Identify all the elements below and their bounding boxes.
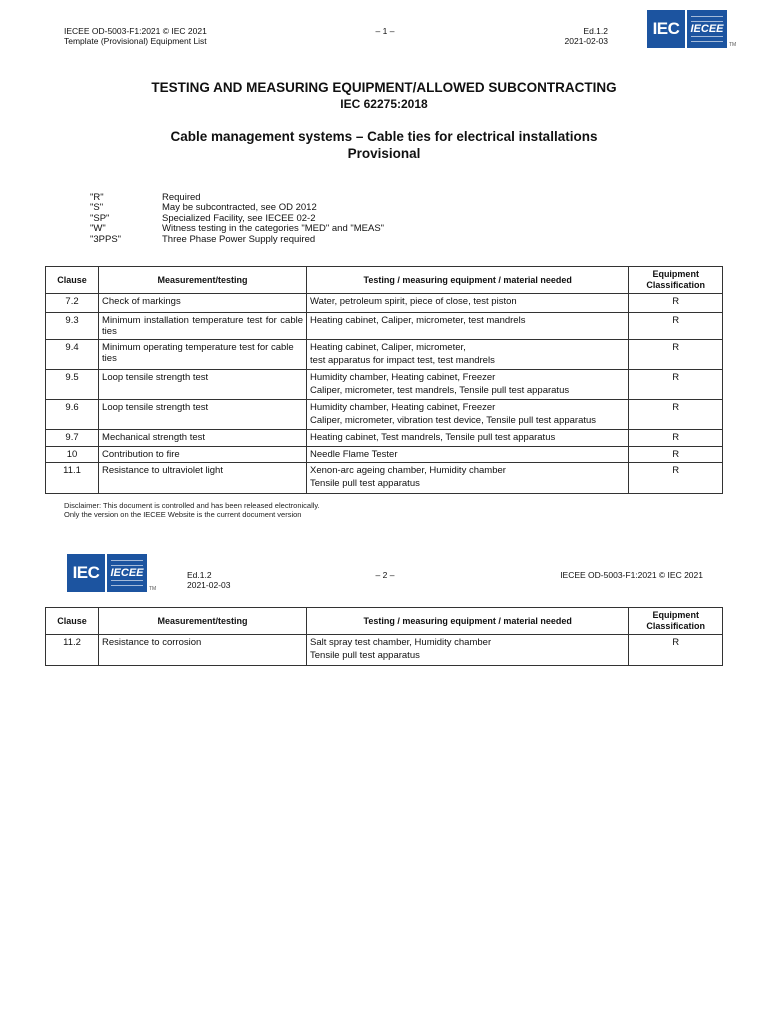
table-row (46, 340, 723, 370)
document-subtitle (0, 128, 768, 162)
legend-item: "R" Required (90, 192, 201, 203)
classification-cell: R (629, 463, 723, 494)
clause-cell: 10 (46, 447, 99, 463)
table-row (46, 463, 723, 494)
iecee-logo-icon: IECEE (687, 10, 727, 48)
clause-cell: 11.2 (46, 635, 99, 666)
disclaimer-line-2: Only the version on the IECEE Website is the current document version (64, 510, 302, 519)
equipment-table (45, 266, 723, 494)
measurement-cell: Minimum operating temperature test for cable ties (99, 340, 307, 370)
equipment-table-page2 (45, 607, 723, 666)
trademark: TM (729, 42, 737, 48)
page1-header-right (548, 26, 608, 46)
header-classification: Equipment Classification (629, 608, 723, 635)
clause-cell: 9.6 (46, 400, 99, 430)
equipment-cell: Humidity chamber, Heating cabinet, Freezer Caliper, micrometer, test mandrels, Tensile pull test apparatus (307, 370, 629, 400)
subtitle-line-2: Provisional (347, 146, 421, 161)
iec-iecee-logo-page2 (67, 554, 156, 592)
measurement-cell: Minimum installation temperature test for cable ties (99, 313, 307, 340)
header-clause: Clause (46, 267, 99, 294)
measurement-cell: Check of markings (99, 294, 307, 313)
iec-iecee-logo (647, 10, 736, 48)
trademark: TM (149, 586, 157, 592)
measurement-cell: Loop tensile strength test (99, 400, 307, 430)
clause-cell: 9.7 (46, 430, 99, 447)
equipment-cell: Heating cabinet, Test mandrels, Tensile pull test apparatus (307, 430, 629, 447)
table-row (46, 447, 723, 463)
table-header-row (46, 267, 723, 294)
measurement-cell: Loop tensile strength test (99, 370, 307, 400)
clause-cell: 9.4 (46, 340, 99, 370)
iecee-logo-icon: IECEE (107, 554, 147, 592)
measurement-cell: Contribution to fire (99, 447, 307, 463)
equipment-cell: Heating cabinet, Caliper, micrometer, test apparatus for impact test, test mandrels (307, 340, 629, 370)
doc-id: IECEE OD-5003-F1:2021 © IEC 2021 (64, 26, 207, 36)
equipment-cell: Needle Flame Tester (307, 447, 629, 463)
doc-type: Template (Provisional) Equipment List (64, 36, 207, 46)
header-equipment: Testing / measuring equipment / material needed (307, 608, 629, 635)
edition: Ed.1.2 (187, 570, 212, 580)
classification-cell: R (629, 400, 723, 430)
measurement-cell: Resistance to corrosion (99, 635, 307, 666)
table-row (46, 313, 723, 340)
legend-item: "SP" Specialized Facility, see IECEE 02-2 (90, 212, 316, 224)
page2-doc-id: IECEE OD-5003-F1:2021 © IEC 2021 (560, 570, 703, 580)
iec-logo-icon: IEC (67, 554, 105, 592)
page-title: TESTING AND MEASURING EQUIPMENT/ALLOWED SUBCONTRACTING (151, 80, 617, 95)
table-row (46, 400, 723, 430)
page2-page-number: – 2 – (375, 570, 395, 580)
table-row (46, 370, 723, 400)
table-row (46, 294, 723, 313)
header-measurement: Measurement/testing (99, 608, 307, 635)
header-clause: Clause (46, 608, 99, 635)
classification-cell: R (629, 430, 723, 447)
standard-number: IEC 62275:2018 (340, 97, 428, 111)
classification-cell: R (629, 294, 723, 313)
classification-legend (90, 193, 384, 245)
equipment-cell: Salt spray test chamber, Humidity chamber Tensile pull test apparatus (307, 635, 629, 666)
measurement-cell: Mechanical strength test (99, 430, 307, 447)
equipment-cell: Water, petroleum spirit, piece of close, test piston (307, 294, 629, 313)
legend-item: "3PPS" Three Phase Power Supply required (90, 233, 316, 245)
table-row (46, 430, 723, 447)
classification-cell: R (629, 313, 723, 340)
disclaimer-line-1: Disclaimer: This document is controlled and has been released electronically. (64, 501, 320, 510)
table-row (46, 635, 723, 666)
page1-page-number: – 1 – (375, 26, 395, 36)
disclaimer (64, 501, 320, 519)
edition: Ed.1.2 (583, 26, 608, 36)
subtitle-line-1: Cable management systems – Cable ties for electrical installations (170, 129, 598, 144)
clause-cell: 9.5 (46, 370, 99, 400)
header-equipment: Testing / measuring equipment / material needed (307, 267, 629, 294)
date: 2021-02-03 (564, 36, 608, 46)
header-classification: Equipment Classification (629, 267, 723, 294)
legend-item: "S" May be subcontracted, see OD 2012 (90, 202, 317, 214)
iec-logo-icon: IEC (647, 10, 685, 48)
classification-cell: R (629, 340, 723, 370)
clause-cell: 11.1 (46, 463, 99, 494)
header-measurement: Measurement/testing (99, 267, 307, 294)
clause-cell: 7.2 (46, 294, 99, 313)
equipment-cell: Heating cabinet, Caliper, micrometer, test mandrels (307, 313, 629, 340)
page2-header-left (187, 570, 230, 590)
classification-cell: R (629, 370, 723, 400)
clause-cell: 9.3 (46, 313, 99, 340)
equipment-cell: Humidity chamber, Heating cabinet, Freezer Caliper, micrometer, vibration test device, Tensile pull test apparatus (307, 400, 629, 430)
page1-header-left (64, 26, 207, 46)
equipment-cell: Xenon-arc ageing chamber, Humidity chamber Tensile pull test apparatus (307, 463, 629, 494)
classification-cell: R (629, 447, 723, 463)
date: 2021-02-03 (187, 580, 231, 590)
measurement-cell: Resistance to ultraviolet light (99, 463, 307, 494)
legend-item: "W" Witness testing in the categories "MED" and "MEAS" (90, 223, 385, 235)
classification-cell: R (629, 635, 723, 666)
table-header-row (46, 608, 723, 635)
